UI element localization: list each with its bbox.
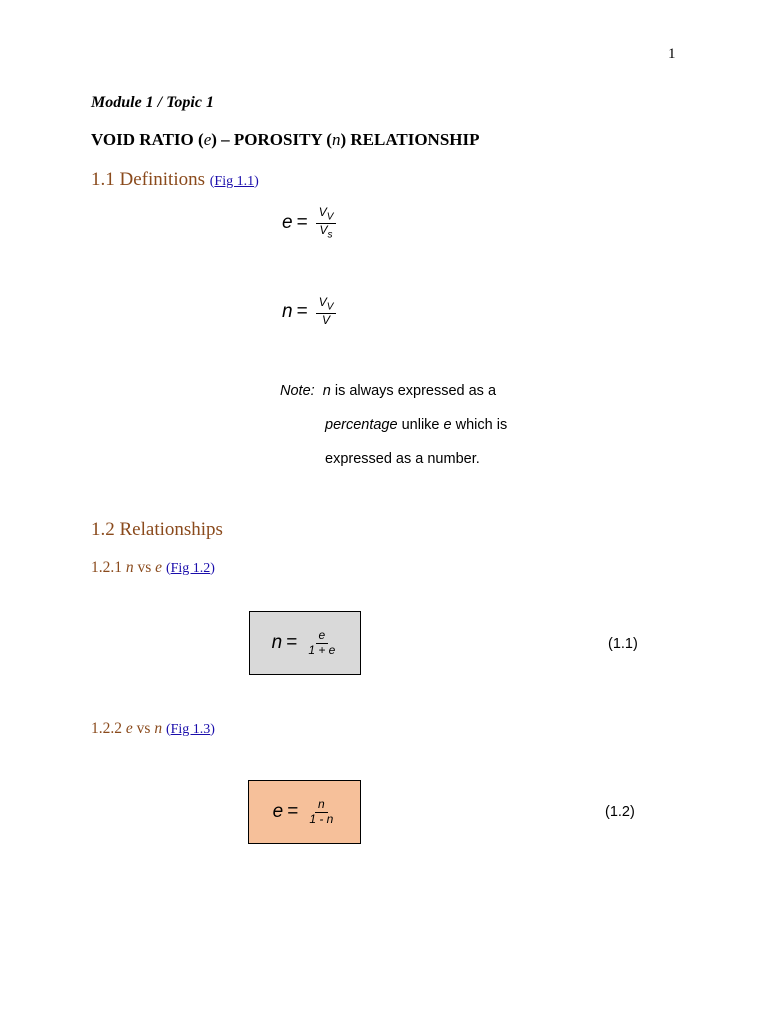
page-title: VOID RATIO (e) – POROSITY (n) RELATIONSHIP [91, 130, 480, 149]
equation-n-from-e: n = $\frac{e}{1 + e}$ [272, 629, 339, 658]
fraction: $\frac{V_V}{V_s}$ [316, 206, 337, 241]
fig-1-3-link[interactable]: Fig 1.3 [170, 722, 211, 737]
module-heading: Module 1 / Topic 1 [91, 94, 214, 111]
note-line-1: Note: n is always expressed as a [280, 383, 497, 399]
page-number: 1 [668, 46, 676, 62]
equation-number-1-2: (1.2) [605, 804, 635, 820]
subsection-heading-n-vs-e: 1.2.1 n vs e (Fig 1.2) [91, 559, 215, 576]
fraction: $\frac{V_V}{V}$ [316, 296, 337, 328]
equation-box-1-1 [249, 611, 361, 675]
equation-e-from-n: e = $\frac{n}{1 - n}$ [273, 798, 337, 827]
equation-number-1-1: (1.1) [608, 636, 638, 652]
equation-void-ratio-definition: e = $\frac{V_V}{V_s}$ [282, 206, 336, 241]
note-line-2: percentage unlike e which is [325, 417, 508, 433]
section-heading-definitions: 1.1 Definitions (Fig 1.1) [91, 169, 259, 190]
section-heading-relationships: 1.2 Relationships [91, 519, 223, 540]
subsection-heading-e-vs-n: 1.2.2 e vs n (Fig 1.3) [91, 720, 215, 737]
equation-porosity-definition: n = $\frac{V_V}{V}$ [282, 296, 336, 328]
fraction: $\frac{e}{1 + e}$ [308, 627, 336, 657]
fig-1-1-link[interactable]: Fig 1.1 [214, 174, 255, 189]
fig-1-2-link[interactable]: Fig 1.2 [170, 561, 211, 576]
note-line-3: expressed as a number. [325, 451, 480, 467]
equation-box-1-2 [248, 780, 361, 844]
fraction: $\frac{n}{1 - n}$ [309, 796, 334, 826]
